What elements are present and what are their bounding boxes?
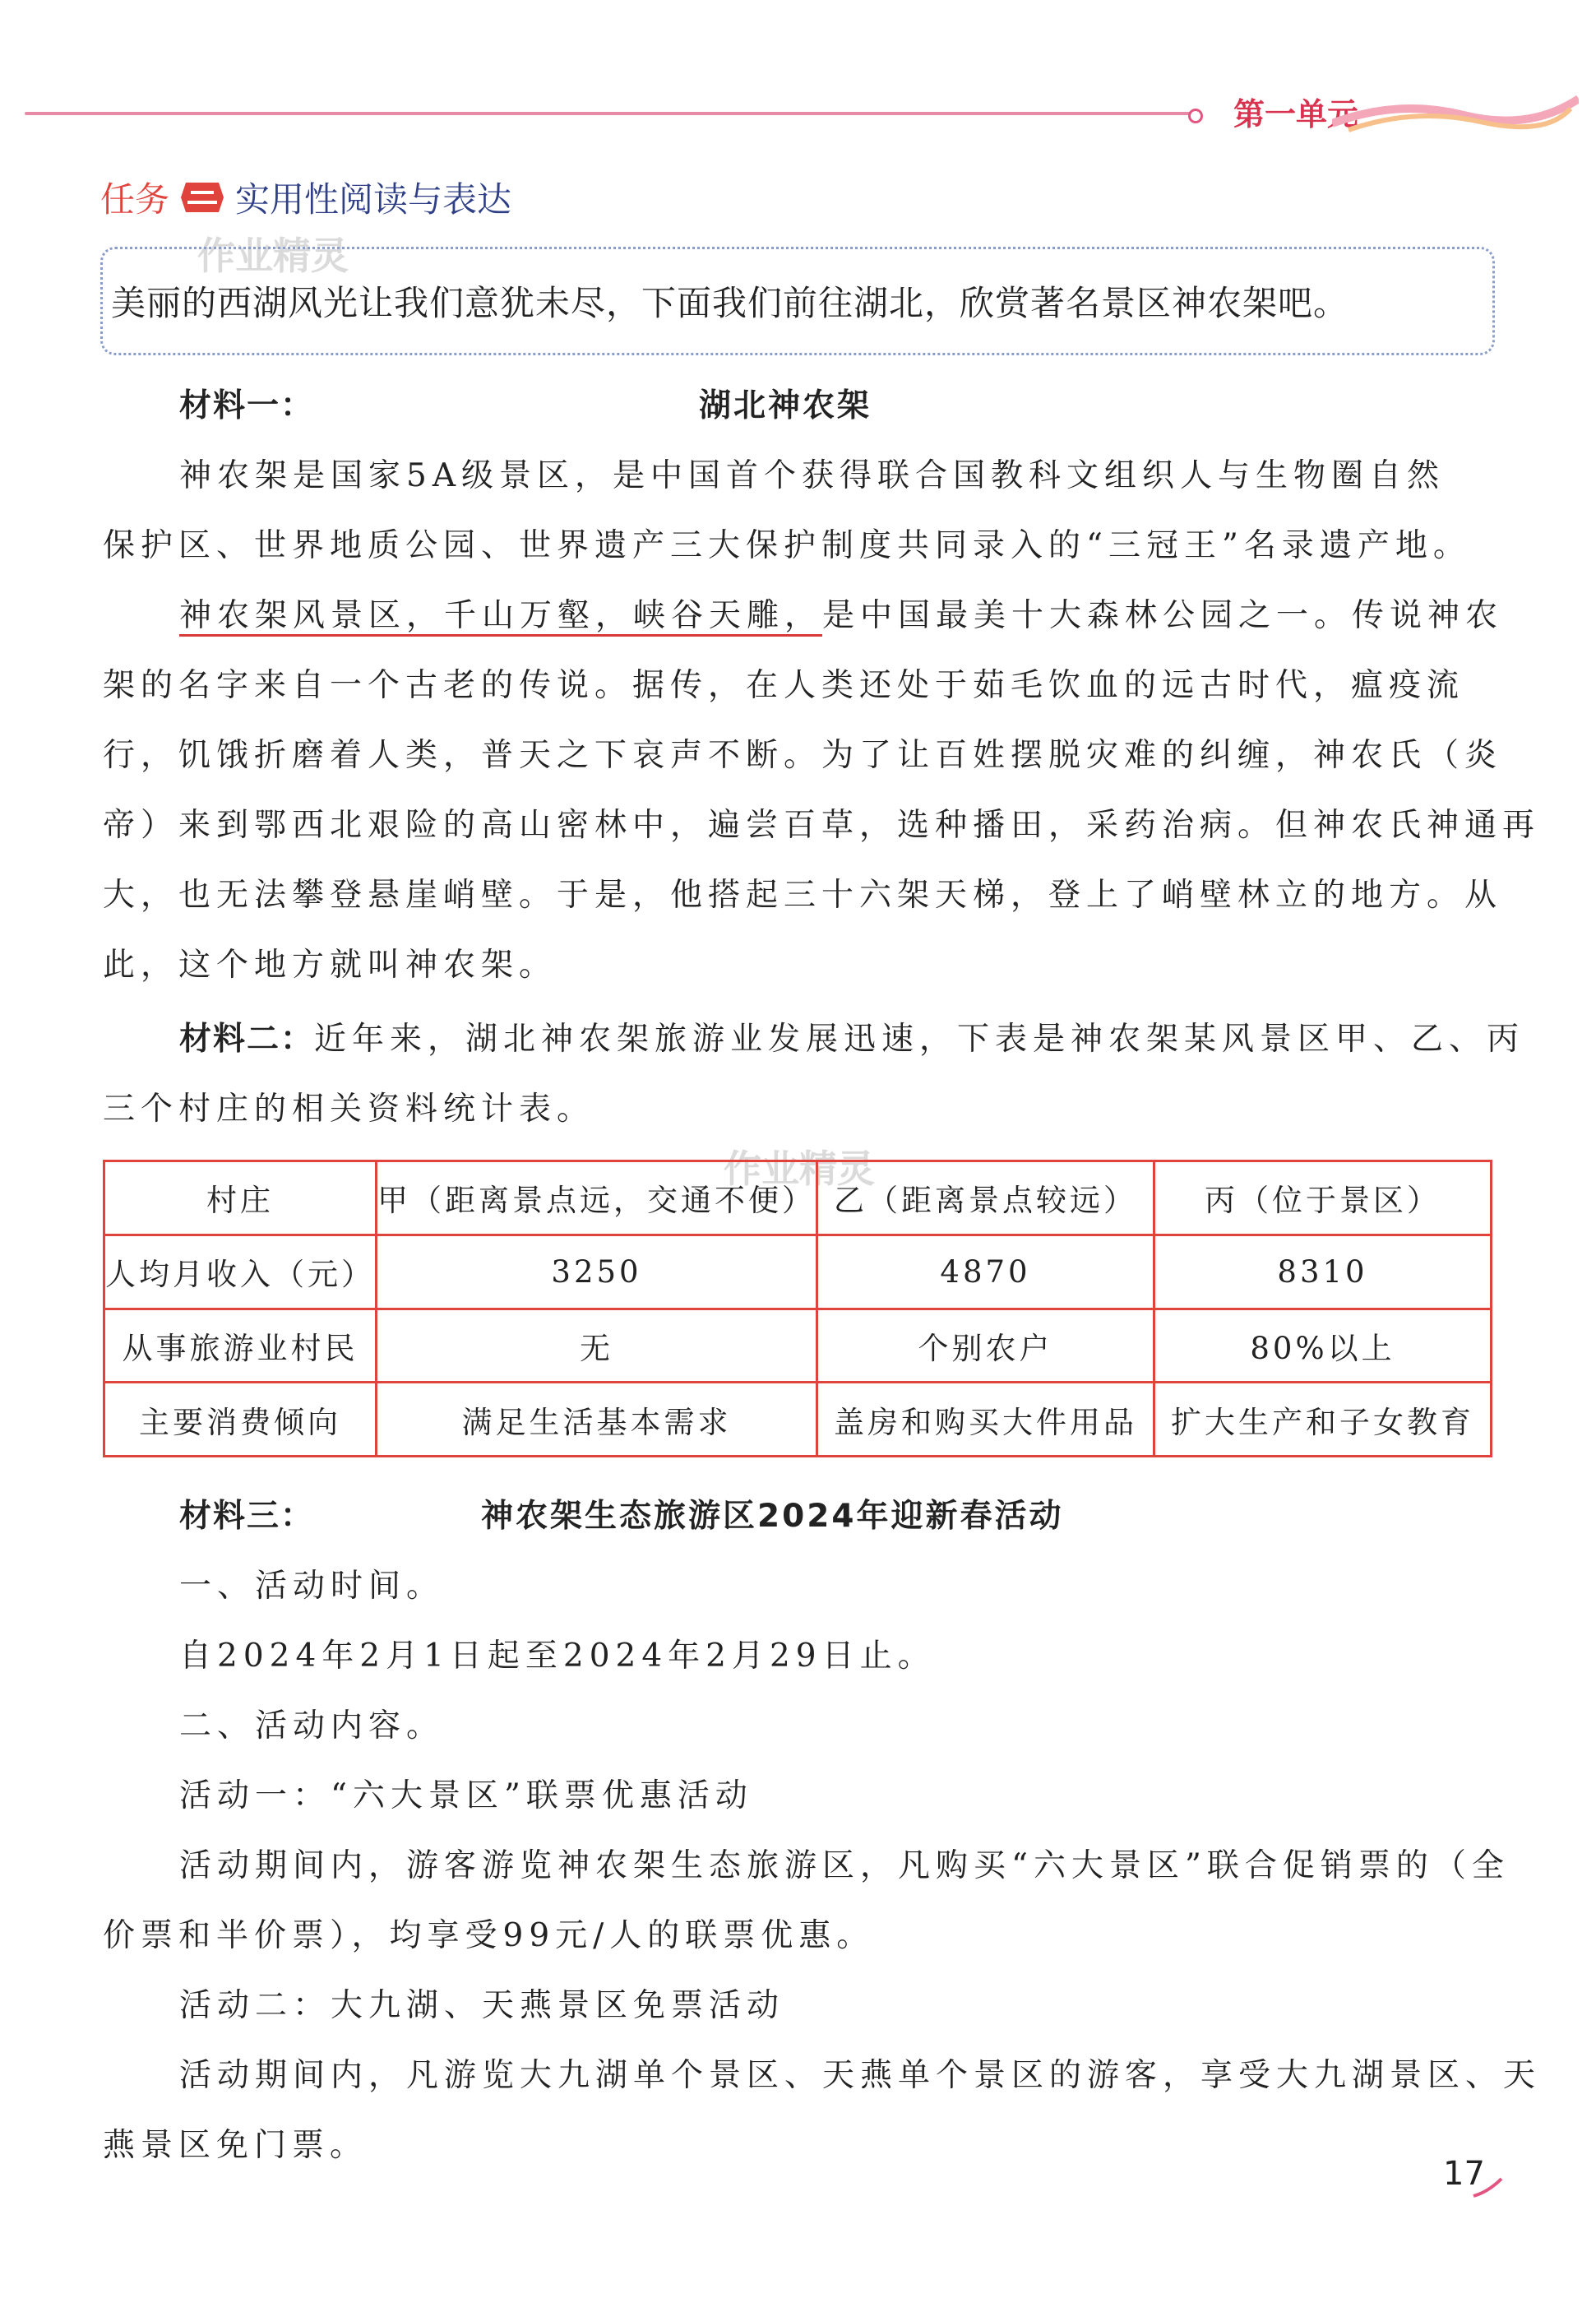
table-cell: 主要消费倾向	[104, 1383, 377, 1457]
material1-title: 湖北神农架	[699, 387, 872, 424]
table-cell: 盖房和购买大件用品	[817, 1383, 1154, 1457]
underlined-phrase: 神农架风景区，千山万壑，峡谷天雕，	[179, 597, 823, 634]
material2-label: 材料二：	[179, 1021, 315, 1058]
material1-line: 帝）来到鄂西北艰险的高山密林中，遍尝百草，选种播田，采药治病。但神农氏神通再	[103, 807, 1541, 844]
material3-line: 价票和半价票），均享受99元/人的联票优惠。	[103, 1917, 875, 1954]
material3-line: 燕景区免门票。	[103, 2127, 368, 2164]
material2-line: 三个村庄的相关资料统计表。	[103, 1091, 595, 1128]
task-prefix: 任务	[100, 179, 170, 220]
material1-line: 行，饥饿折磨着人类，普天之下哀声不断。为了让百姓摆脱灾难的纠缠，神农氏（炎	[103, 737, 1503, 774]
material3-line: 一、活动时间。	[179, 1568, 445, 1605]
task-heading	[100, 173, 511, 222]
table-header-row	[104, 1161, 1492, 1235]
material3-line: 活动期间内，游客游览神农架生态旅游区，凡购买“六大景区”联合促销票的（全	[179, 1847, 1510, 1884]
material1-line: 神农架是国家5A级景区，是中国首个获得联合国教科文组织人与生物圈自然	[179, 457, 1445, 494]
material3-line: 活动一：“六大景区”联票优惠活动	[179, 1777, 753, 1814]
table-header-cell: 村庄	[104, 1161, 377, 1235]
material3-line: 自2024年2月1日起至2024年2月29日止。	[179, 1638, 936, 1675]
material1-line: 架的名字来自一个古老的传说。据传，在人类还处于茹毛饮血的远古时代，瘟疫流	[103, 667, 1465, 704]
material3-line: 活动期间内，凡游览大九湖单个景区、天燕单个景区的游客，享受大九湖景区、天	[179, 2057, 1542, 2094]
unit-label: 第一单元	[1233, 96, 1359, 132]
table-header-cell: 乙（距离景点较远）	[817, 1161, 1154, 1235]
table-cell: 满足生活基本需求	[377, 1383, 817, 1457]
table-cell: 无	[377, 1309, 817, 1383]
table-cell: 80%以上	[1154, 1309, 1492, 1383]
header-dot-icon	[1188, 109, 1203, 123]
table-header-cell: 丙（位于景区）	[1154, 1161, 1492, 1235]
material1-line: 保护区、世界地质公园、世界遗产三大保护制度共同录入的“三冠王”名录遗产地。	[103, 527, 1471, 564]
table-cell: 扩大生产和子女教育	[1154, 1383, 1492, 1457]
table-cell: 3250	[377, 1235, 817, 1309]
ribbon-decoration-icon	[1332, 90, 1579, 140]
intro-text: 美丽的西湖风光让我们意犹未尽，下面我们前往湖北，欣赏著名景区神农架吧。	[111, 283, 1349, 323]
material3-line: 活动二：大九湖、天燕景区免票活动	[179, 1987, 785, 2024]
material1-line: 此，这个地方就叫神农架。	[103, 947, 557, 984]
material1-line-rest: 是中国最美十大森林公园之一。传说神农	[822, 597, 1504, 634]
table-cell: 人均月收入（元）	[104, 1235, 377, 1309]
table-row	[104, 1235, 1492, 1309]
watermark: 作业精灵	[724, 1147, 875, 1191]
material3-label: 材料三：	[179, 1498, 315, 1535]
task-number-badge-icon	[181, 179, 224, 215]
material1-line-3	[179, 590, 1503, 636]
material2-line: 近年来，湖北神农架旅游业发展迅速，下表是神农架某风景区甲、乙、丙	[314, 1021, 1525, 1058]
watermark: 作业精灵	[197, 234, 349, 278]
material3-title: 神农架生态旅游区2024年迎新春活动	[481, 1498, 1064, 1535]
table-cell: 8310	[1154, 1235, 1492, 1309]
page-swirl-icon	[1472, 2175, 1505, 2200]
task-title: 实用性阅读与表达	[235, 179, 512, 220]
table-row	[104, 1383, 1492, 1457]
material1-label: 材料一：	[179, 387, 315, 424]
table-row	[104, 1309, 1492, 1383]
table-cell: 从事旅游业村民	[104, 1309, 377, 1383]
village-data-table	[103, 1160, 1492, 1457]
material3-line: 二、活动内容。	[179, 1707, 445, 1744]
table-cell: 个别农户	[817, 1309, 1154, 1383]
page-number: 17	[1443, 2155, 1485, 2193]
header-rule	[25, 112, 1192, 115]
material2-line-1	[179, 1013, 1524, 1059]
material1-line: 大，也无法攀登悬崖峭壁。于是，他搭起三十六架天梯，登上了峭壁林立的地方。从	[103, 877, 1503, 914]
table-header-cell: 甲（距离景点远，交通不便）	[377, 1161, 817, 1235]
table-cell: 4870	[817, 1235, 1154, 1309]
